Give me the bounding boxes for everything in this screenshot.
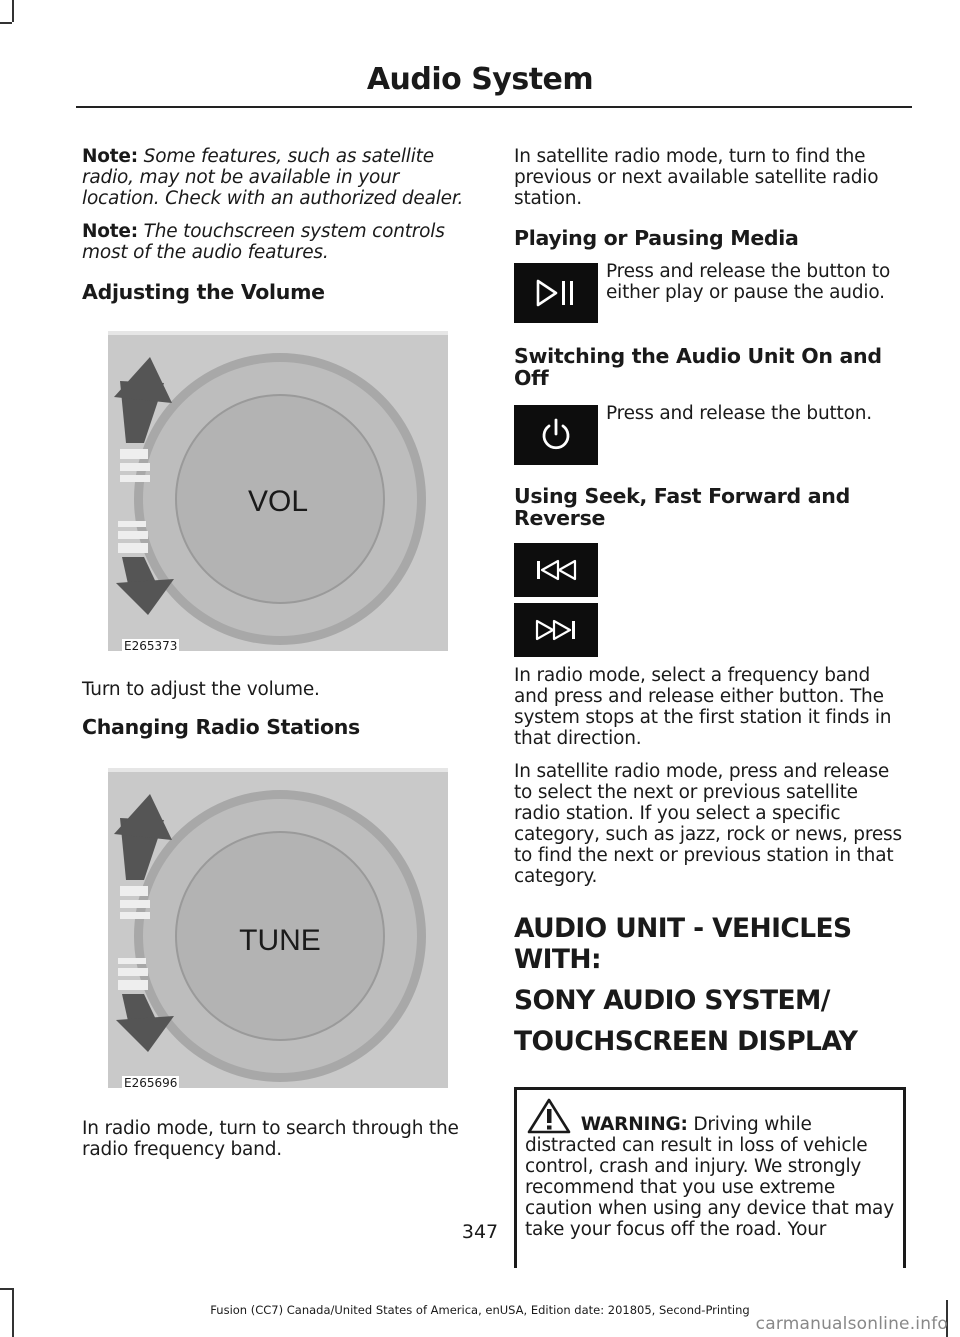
note-touchscreen: Note: The touchscreen system controls most of the audio features. xyxy=(82,221,445,263)
seek-buttons xyxy=(514,543,906,657)
section-heading-line-2: SONY AUDIO SYSTEM/ xyxy=(514,985,830,1016)
volume-description: Turn to adjust the volume. xyxy=(82,679,320,700)
power-description: Press and release the button. xyxy=(606,403,872,424)
crop-mark xyxy=(0,1288,12,1290)
play-pause-icon xyxy=(534,278,578,308)
power-button-image xyxy=(514,405,598,465)
heading-adjusting-volume: Adjusting the Volume xyxy=(82,280,325,304)
play-pause-button-image xyxy=(514,263,598,323)
seek-forward-icon xyxy=(534,618,578,642)
power-icon xyxy=(538,417,574,453)
page-footer: Fusion (CC7) Canada/United States of America, enUSA, Edition date: 201805, Second-Printing xyxy=(210,1303,750,1317)
heading-seek: Using Seek, Fast Forward and Reverse xyxy=(514,484,850,530)
heading-play-pause: Playing or Pausing Media xyxy=(514,226,799,250)
tune-knob-figure xyxy=(108,768,472,1088)
left-column xyxy=(82,146,474,1172)
power-row xyxy=(514,405,906,465)
header-divider xyxy=(76,106,912,108)
watermark: carmanualsonline.info xyxy=(755,1314,948,1334)
vol-knob-illustration xyxy=(108,331,448,651)
satellite-turn-description: In satellite radio mode, turn to find the previous or next available satellite radio station. xyxy=(514,146,879,209)
heading-changing-stations: Changing Radio Stations xyxy=(82,715,360,739)
play-pause-row xyxy=(514,263,906,323)
seek-radio-description: In radio mode, select a frequency band and press and release either button. The system stops at the first station it finds in that direction. xyxy=(514,665,892,749)
crop-mark xyxy=(12,0,14,22)
section-heading-line-3: TOUCHSCREEN DISPLAY xyxy=(514,1026,858,1057)
heading-power: Switching the Audio Unit On and Off xyxy=(514,344,882,390)
warning-text: WARNING: Driving while distracted can result in loss of vehicle control, crash and injury. We strongly recommend that you use extreme caution when using any device that may take your focus off the road. Your xyxy=(525,1098,897,1240)
tune-knob-label: TUNE xyxy=(239,924,321,957)
radio-description: In radio mode, turn to search through the radio frequency band. xyxy=(82,1118,459,1160)
seek-forward-button-image xyxy=(514,603,598,657)
seek-back-icon xyxy=(534,558,578,582)
vol-knob-figure xyxy=(108,331,472,651)
seek-back-button-image xyxy=(514,543,598,597)
section-heading xyxy=(514,913,906,1057)
figure-code: E265696 xyxy=(124,1076,178,1090)
crop-mark xyxy=(0,22,12,24)
section-heading-line-1: AUDIO UNIT - VEHICLES WITH: xyxy=(514,913,852,975)
page-title: Audio System xyxy=(366,62,594,97)
play-pause-description: Press and release the button to either play or pause the audio. xyxy=(606,261,891,303)
seek-satellite-description: In satellite radio mode, press and release to select the next or previous satellite radio station. If you select a specific category, such as jazz, rock or news, press to find the next or previous station in that category. xyxy=(514,761,902,887)
tune-knob-illustration xyxy=(108,768,448,1088)
figure-code: E265373 xyxy=(124,639,178,653)
note-availability: Note: Some features, such as satellite radio, may not be available in your location. Check with an authorized dealer. xyxy=(82,146,464,209)
right-column xyxy=(514,146,906,1268)
warning-triangle-icon xyxy=(527,1098,571,1134)
vol-knob-label: VOL xyxy=(247,485,309,518)
page-number: 347 xyxy=(461,1221,499,1243)
